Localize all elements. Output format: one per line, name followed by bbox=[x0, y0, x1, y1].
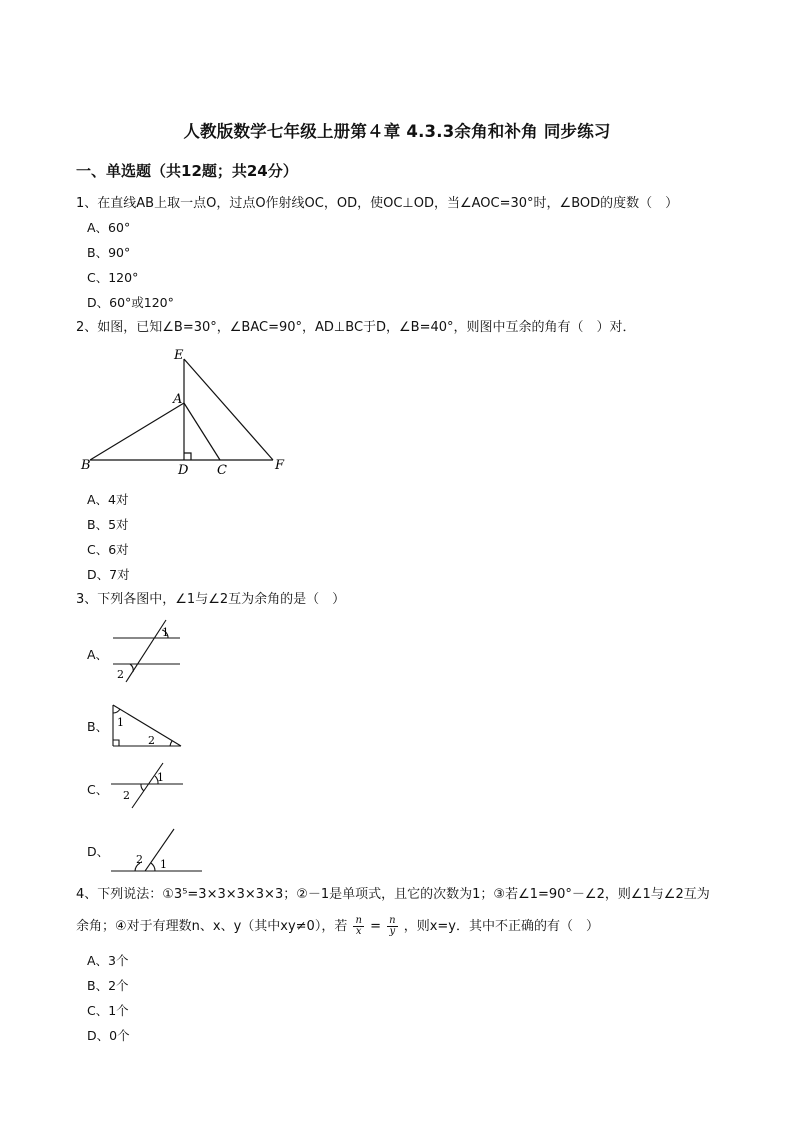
question-4-option-c[interactable]: C、1个 bbox=[87, 1003, 129, 1018]
angle-label-2: 2 bbox=[136, 853, 143, 866]
label-d: D bbox=[178, 463, 189, 477]
question-2-text: 2、如图，已知∠B=30°，∠BAC=90°，AD⊥BC于D，∠B=40°，则图中互余的角有（ ）对． bbox=[76, 320, 636, 335]
question-3-option-b[interactable]: B、 bbox=[87, 719, 109, 734]
angle-label-2: 2 bbox=[117, 668, 124, 681]
question-2-option-a[interactable]: A、4对 bbox=[87, 492, 129, 507]
question-3-option-d[interactable]: D、 bbox=[87, 844, 110, 859]
question-4-line-2-end: ，则x=y．其中不正确的有（ ） bbox=[403, 919, 599, 934]
fraction-numerator: n bbox=[389, 915, 396, 926]
angle-label-1: 1 bbox=[160, 858, 167, 871]
question-3-figure-c bbox=[108, 760, 188, 810]
question-3-text: 3、下列各图中，∠1与∠2互为余角的是（ ） bbox=[76, 592, 346, 607]
fraction-numerator: n bbox=[355, 915, 362, 926]
question-2-figure bbox=[78, 345, 293, 477]
angle-label-2: 2 bbox=[148, 734, 155, 747]
label-b: B bbox=[81, 458, 91, 473]
angle-label-1: 1 bbox=[157, 771, 164, 784]
page-title: 人教版数学七年级上册第４章 4.3.3余角和补角 同步练习 bbox=[183, 122, 611, 141]
question-1-option-d[interactable]: D、60°或120° bbox=[87, 295, 174, 310]
angle-label-1: 1 bbox=[162, 626, 169, 639]
right-angle-mark bbox=[184, 453, 191, 460]
fraction-n-over-y bbox=[387, 916, 397, 937]
question-3-option-a[interactable]: A、 bbox=[87, 647, 109, 662]
question-2-option-c[interactable]: C、6对 bbox=[87, 542, 129, 557]
label-e: E bbox=[174, 348, 184, 363]
question-4-option-b[interactable]: B、2个 bbox=[87, 978, 129, 993]
equals-sign: = bbox=[370, 919, 381, 934]
angle-label-2: 2 bbox=[123, 789, 130, 802]
question-3-figure-b bbox=[108, 700, 188, 752]
question-2-option-d[interactable]: D、7对 bbox=[87, 567, 130, 582]
question-3-figure-a bbox=[108, 618, 188, 686]
label-a: A bbox=[173, 392, 183, 407]
section-heading: 一、单选题（共12题；共24分） bbox=[76, 162, 298, 180]
fraction-denominator: x bbox=[355, 926, 362, 937]
question-1-option-b[interactable]: B、90° bbox=[87, 245, 131, 260]
label-f: F bbox=[275, 458, 285, 473]
segment-ef bbox=[184, 359, 273, 460]
question-4-option-a[interactable]: A、3个 bbox=[87, 953, 129, 968]
fraction-n-over-x bbox=[353, 916, 363, 937]
question-3-option-c[interactable]: C、 bbox=[87, 782, 109, 797]
question-1-text: 1、在直线AB上取一点O，过点O作射线OC，OD，使OC⊥OD，当∠AOC=30°时，∠BOD的度数（ ） bbox=[76, 196, 679, 211]
question-4-line-2-start: 余角；④对于有理数n、x、y（其中xy≠0），若 bbox=[76, 919, 348, 934]
question-4-line-1: 4、下列说法：①3⁵=3×3×3×3×3；②－1是单项式，且它的次数为1；③若∠1=90°－∠2，则∠1与∠2互为 bbox=[76, 887, 710, 902]
question-1-option-a[interactable]: A、60° bbox=[87, 220, 131, 235]
question-4-option-d[interactable]: D、0个 bbox=[87, 1028, 130, 1043]
segment-ba bbox=[90, 403, 184, 460]
question-2-option-b[interactable]: B、5对 bbox=[87, 517, 129, 532]
segment-ac bbox=[184, 403, 220, 460]
question-3-figure-d bbox=[108, 825, 208, 875]
label-c: C bbox=[217, 463, 227, 477]
question-1-option-c[interactable]: C、120° bbox=[87, 270, 139, 285]
question-4-line-2 bbox=[76, 913, 599, 941]
fraction-denominator: y bbox=[389, 926, 396, 937]
angle-label-1: 1 bbox=[117, 716, 124, 729]
